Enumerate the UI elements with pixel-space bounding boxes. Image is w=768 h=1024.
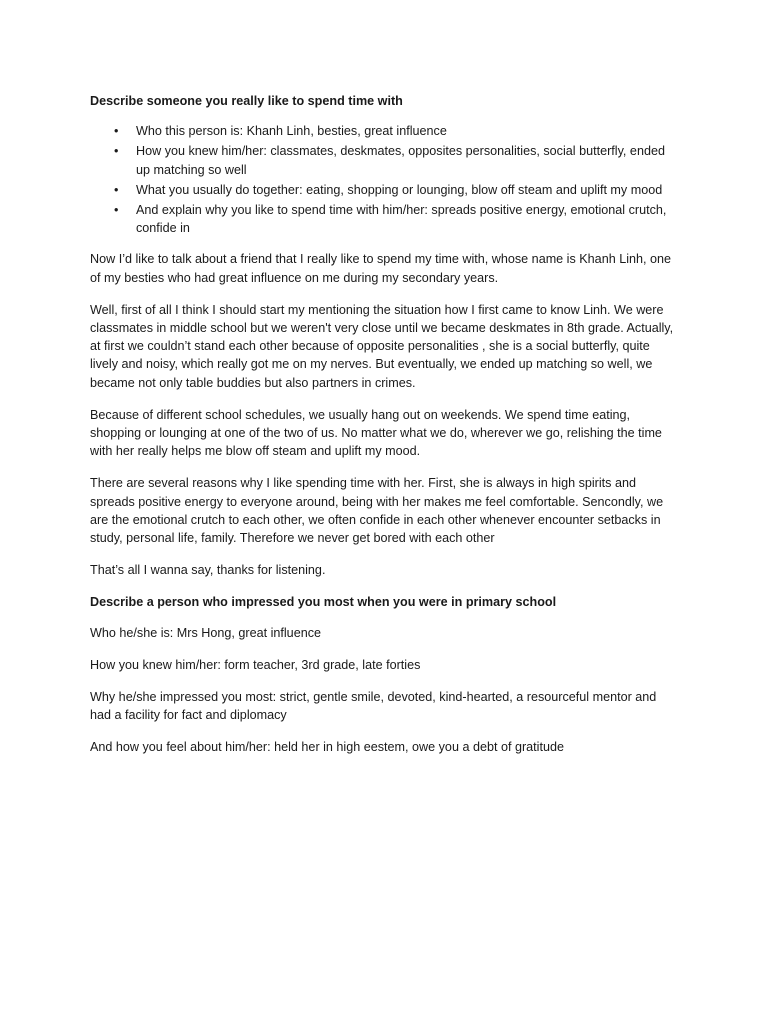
section-heading-2: Describe a person who impressed you most when you were in primary school xyxy=(90,595,557,610)
bullet-item xyxy=(90,201,680,237)
paragraph: That’s all I wanna say, thanks for listening. xyxy=(90,563,326,578)
bullet-item xyxy=(90,122,680,140)
paragraph: Now I’d like to talk about a friend that I really like to spend my time with, whose name is Khanh Linh, one of my besties who had great influence on me during my secondary years. xyxy=(90,252,672,285)
bullet-dot-icon: • xyxy=(114,124,119,139)
prompt-bullet-list xyxy=(90,122,680,237)
paragraph: Well, first of all I think I should start my mentioning the situation how I first came to know Linh. We were classmates in middle school but we weren't very close until we became deskmates in 8th grade. Actually, at first we couldn’t stand each other because of opposite personalities , she is a social butterfly, quite lively and noisy, which really got me on my nerves. But eventually, we ended up matching so well, we became not only table buddies but also partners in crimes. xyxy=(90,302,674,390)
document-body xyxy=(90,92,680,771)
prompt-line: Why he/she impressed you most: strict, gentle smile, devoted, kind-hearted, a resourceful mentor and had a facility for fact and diplomacy xyxy=(90,690,657,723)
bullet-item xyxy=(90,181,680,199)
bullet-text: Who this person is: Khanh Linh, besties, great influence xyxy=(136,124,447,139)
paragraph: There are several reasons why I like spending time with her. First, she is always in high spirits and spreads positive energy to everyone around, being with her makes me feel comfortable. Sencondly, we are the emotional crutch to each other, we often confide in each other whenever encounter setbacks in study, personal life, family. Therefore we never get bored with each other xyxy=(90,476,664,546)
section-heading-1: Describe someone you really like to spend time with xyxy=(90,94,403,108)
prompt-line: And how you feel about him/her: held her in high eestem, owe you a debt of gratitude xyxy=(90,740,564,755)
bullet-text: What you usually do together: eating, shopping or lounging, blow off steam and uplift my mood xyxy=(136,182,663,197)
bullet-dot-icon: • xyxy=(114,182,119,197)
bullet-dot-icon: • xyxy=(114,144,119,159)
paragraph: Because of different school schedules, we usually hang out on weekends. We spend time eating, shopping or lounging at one of the two of us. No matter what we do, wherever we go, relishing the time with her really helps me blow off steam and uplift my mood. xyxy=(90,407,662,459)
prompt-line: Who he/she is: Mrs Hong, great influence xyxy=(90,625,321,640)
bullet-dot-icon: • xyxy=(114,203,119,218)
bullet-text: And explain why you like to spend time with him/her: spreads positive energy, emotional crutch, confide in xyxy=(136,203,667,236)
bullet-text: How you knew him/her: classmates, deskmates, opposites personalities, social butterfly, ended up matching so well xyxy=(136,144,665,177)
bullet-item xyxy=(90,142,680,178)
prompt-line: How you knew him/her: form teacher, 3rd grade, late forties xyxy=(90,657,421,672)
